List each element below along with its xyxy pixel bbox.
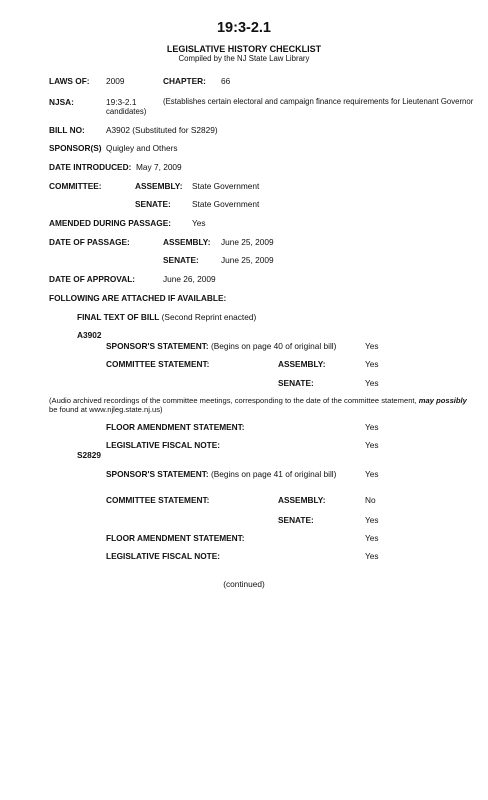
amended-label: AMENDED DURING PASSAGE: (49, 218, 172, 228)
a3902-committee-senate-label: SENATE: (278, 378, 314, 388)
committee-assembly-label: ASSEMBLY: (135, 181, 183, 191)
audio-note-url: be found at www.njleg.state.nj.us) (49, 405, 163, 414)
a3902-committee-assembly-value: Yes (365, 359, 379, 369)
chapter-label: CHAPTER: (163, 76, 206, 86)
date-passage-label: DATE OF PASSAGE: (49, 237, 130, 247)
final-text-note: (Second Reprint enacted) (161, 312, 257, 322)
audio-note-emphasis: may possibly (418, 396, 467, 405)
committee-label: COMMITTEE: (49, 181, 102, 191)
passage-senate-label: SENATE: (163, 255, 199, 265)
chapter-value: 66 (221, 76, 231, 86)
passage-assembly-value: June 25, 2009 (221, 237, 274, 247)
sponsors-value: Quigley and Others (106, 143, 178, 153)
s2829-fiscal-label: LEGISLATIVE FISCAL NOTE: (106, 551, 221, 561)
a3902-sponsor-note: (Begins on page 40 of original bill) (210, 341, 337, 351)
s2829-fiscal-value: Yes (365, 551, 379, 561)
bill-no-label: BILL NO: (49, 125, 85, 135)
njsa-description-cont: candidates) (106, 107, 147, 116)
final-text-label: FINAL TEXT OF BILL (77, 312, 160, 322)
s2829-label: S2829 (77, 450, 101, 460)
a3902-sponsor-row (106, 341, 336, 351)
s2829-committee-senate-value: Yes (365, 515, 379, 525)
s2829-floor-value: Yes (365, 533, 379, 543)
attached-heading: FOLLOWING ARE ATTACHED IF AVAILABLE: (49, 293, 227, 303)
njsa-value: 19:3-2.1 (106, 97, 137, 107)
a3902-committee-assembly-label: ASSEMBLY: (278, 359, 326, 369)
continued-note: (continued) (223, 579, 265, 589)
s2829-committee-label: COMMITTEE STATEMENT: (106, 495, 210, 505)
passage-senate-value: June 25, 2009 (221, 255, 274, 265)
sponsors-label: SPONSOR(S) (49, 143, 102, 153)
date-approval-value: June 26, 2009 (163, 274, 216, 284)
a3902-floor-value: Yes (365, 422, 379, 432)
a3902-sponsor-label: SPONSOR'S STATEMENT: (106, 341, 209, 351)
date-introduced-value: May 7, 2009 (136, 162, 182, 172)
s2829-floor-label: FLOOR AMENDMENT STATEMENT: (106, 533, 245, 543)
njsa-description: (Establishes certain electoral and campaign finance requirements for Lieutenant Governor (163, 97, 474, 106)
page-title: LEGISLATIVE HISTORY CHECKLIST (166, 44, 322, 54)
s2829-sponsor-label: SPONSOR'S STATEMENT: (106, 469, 209, 479)
date-introduced-label: DATE INTRODUCED: (49, 162, 132, 172)
a3902-sponsor-value: Yes (365, 341, 379, 351)
audio-note-text: (Audio archived recordings of the committee meetings, corresponding to the date of the committee statement, (49, 396, 419, 405)
compiled-by: Compiled by the NJ State Law Library (178, 54, 310, 63)
a3902-fiscal-value: Yes (365, 440, 379, 450)
date-approval-label: DATE OF APPROVAL: (49, 274, 136, 284)
a3902-floor-label: FLOOR AMENDMENT STATEMENT: (106, 422, 245, 432)
committee-assembly-value: State Government (192, 181, 260, 191)
s2829-sponsor-value: Yes (365, 469, 379, 479)
a3902-label: A3902 (77, 330, 102, 340)
committee-senate-label: SENATE: (135, 199, 171, 209)
citation: 19:3-2.1 (216, 20, 271, 36)
s2829-committee-senate-label: SENATE: (278, 515, 314, 525)
a3902-committee-senate-value: Yes (365, 378, 379, 388)
s2829-sponsor-note: (Begins on page 41 of original bill) (210, 469, 337, 479)
final-text-row (77, 312, 256, 322)
njsa-label: NJSA: (49, 97, 74, 107)
bill-no-value: A3902 (Substituted for S2829) (106, 125, 218, 135)
laws-of-label: LAWS OF: (49, 76, 90, 86)
amended-value: Yes (192, 218, 206, 228)
s2829-sponsor-row (106, 469, 336, 479)
a3902-fiscal-label: LEGISLATIVE FISCAL NOTE: (106, 440, 221, 450)
laws-of-value: 2009 (106, 76, 125, 86)
committee-senate-value: State Government (192, 199, 260, 209)
s2829-committee-assembly-value: No (365, 495, 376, 505)
a3902-committee-label: COMMITTEE STATEMENT: (106, 359, 210, 369)
s2829-committee-assembly-label: ASSEMBLY: (278, 495, 326, 505)
passage-assembly-label: ASSEMBLY: (163, 237, 211, 247)
